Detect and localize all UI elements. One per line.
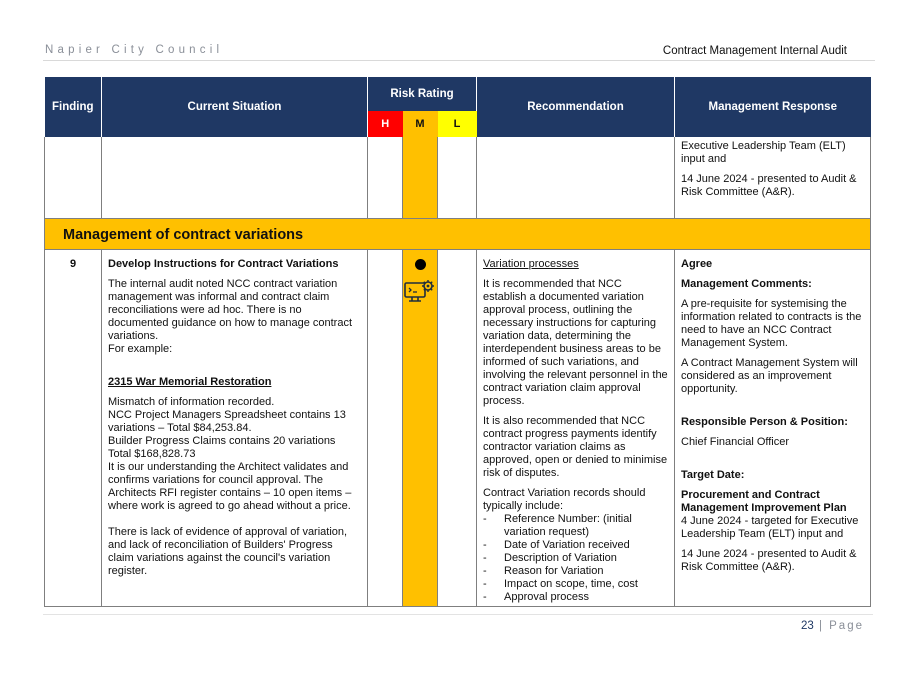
section-title: Management of contract variations [45,218,871,249]
recommendation-para-2: It is also recommended that NCC contract progress payments identify contractor variation claims as approved, open or denied to minimise risk of disputes. [483,414,668,479]
list-item: - Date of Variation received [483,539,668,552]
col-header-response: Management Response [675,77,871,137]
risk-h-cell [368,249,403,606]
current-situation-cell [102,249,368,606]
situation-title: Develop Instructions for Contract Variations [108,257,339,270]
risk-level-high: H [368,111,403,137]
col-header-situation: Current Situation [102,77,368,137]
findings-table [44,77,871,607]
carryover-response-cell [675,137,871,218]
col-header-recommendation: Recommendation [477,77,675,137]
carryover-finding-cell [45,137,102,218]
responsible-value: Chief Financial Officer [681,435,790,448]
section-row [45,218,871,249]
situation-line-2: NCC Project Managers Spreadsheet contains 13 variations – Total $84,253.84. [108,408,346,434]
situation-para-last: There is lack of evidence of approval of variation, and lack of reconciliation of Builders' Progress claim variations against the council's variation register. [108,525,348,577]
situation-para-1: The internal audit noted NCC contract variation management was informal and contract claim reconciliations were ad hoc. There is no documented guidance on how to manage contract variations. [108,277,352,342]
carryover-risk-m-cell [403,137,438,218]
col-header-finding: Finding [45,77,102,137]
list-item: - Impact on scope, time, cost [483,578,668,591]
project-title: 2315 War Memorial Restoration [108,375,272,388]
response-agree: Agree [681,257,713,270]
table-header-row [45,77,871,111]
target-label: Target Date: [681,468,745,481]
finding-row [45,249,871,606]
page-number: 23 [800,620,814,632]
footer-divider [43,614,873,615]
risk-settings-icon [403,278,437,306]
situation-for-example: For example: [108,342,173,355]
situation-line-3: Builder Progress Claims contains 20 variations Total $168,828.73 [108,434,336,460]
list-item: - Reason for Variation [483,565,668,578]
situation-line-1: Mismatch of information recorded. [108,395,275,408]
list-item: - Description of Variation [483,552,668,565]
improvement-plan-title: Procurement and Contract Management Improvement Plan [681,488,847,514]
risk-rating-dot [415,259,426,270]
carryover-recommendation-cell [477,137,675,218]
response-comments-label: Management Comments: [681,277,812,290]
col-header-risk-rating: Risk Rating [368,77,477,111]
response-comment-1: A pre-requisite for systemising the information related to contracts is the need to have an NCC Contract Management System. [681,297,862,349]
header-divider [43,60,875,61]
recommendation-para-3: Contract Variation records should typically include: [483,486,646,512]
list-item: - Approval process [483,591,668,604]
responsible-label: Responsible Person & Position: [681,415,848,428]
target-date-1: 4 June 2024 - targeted for Executive Leadership Team (ELT) input and [681,514,859,540]
response-comment-2: A Contract Management System will considered as an improvement opportunity. [681,356,858,395]
situation-line-4: It is our understanding the Architect validates and confirms variations for council approval. The Architects RFI register contains – 10 open items – where work is agreed to go ahead without a price. [108,460,352,512]
page-footer [801,620,864,632]
carryover-row [45,137,871,218]
risk-l-cell [438,249,477,606]
list-item: - Reference Number: (initial variation request) [483,513,668,539]
page-label: | Page [818,620,864,632]
carryover-risk-h-cell [368,137,403,218]
target-date-2: 14 June 2024 - presented to Audit & Risk Committee (A&R). [681,547,857,573]
carryover-response-line-2: 14 June 2024 - presented to Audit & Risk Committee (A&R). [681,173,857,198]
recommendation-heading: Variation processes [483,257,579,270]
finding-number: 9 [45,249,102,606]
variation-record-list [483,513,668,604]
management-response-cell [675,249,871,606]
carryover-risk-l-cell [438,137,477,218]
carryover-response-line-1: Executive Leadership Team (ELT) input and [681,140,846,165]
risk-level-medium: M [403,111,438,137]
carryover-situation-cell [102,137,368,218]
organisation-name: Napier City Council [45,44,224,56]
recommendation-para-1: It is recommended that NCC establish a documented variation approval process, outlining the necessary instructions for capturing variation data, determining the interdependent business areas to be informed of such variations, and involving the relevant personnel in the contract variation claim approval process. [483,277,668,407]
risk-m-cell [403,249,438,606]
document-title: Contract Management Internal Audit [662,45,847,57]
recommendation-cell [477,249,675,606]
risk-level-low: L [438,111,477,137]
